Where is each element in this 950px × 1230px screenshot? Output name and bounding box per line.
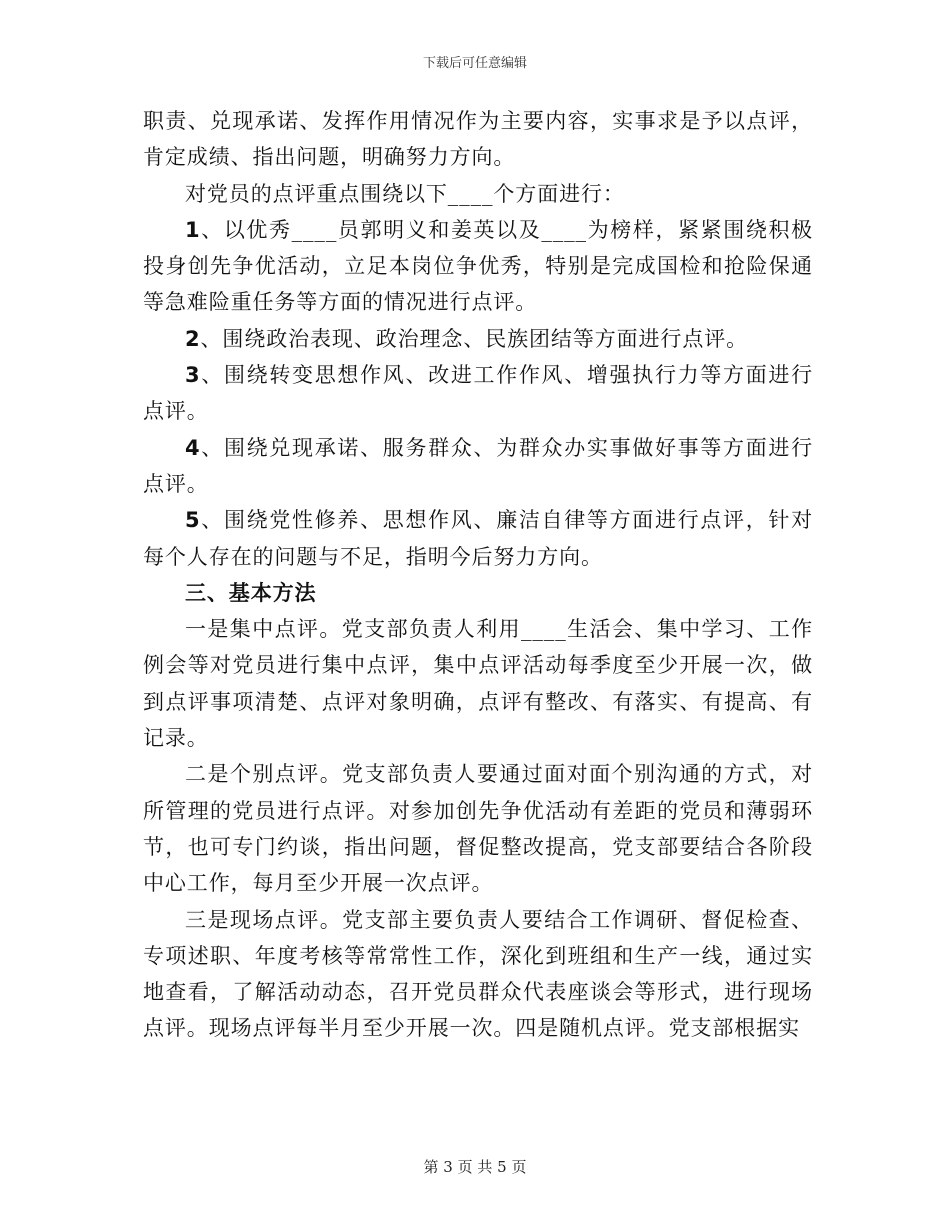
list-item-3 (143, 357, 813, 430)
page-footer: 第 3 页 共 5 页 (423, 1158, 527, 1176)
paragraph-method-individual: 二是个别点评。党支部负责人要通过面对面个别沟通的方式，对所管理的党员进行点评。对参加创先争优活动有差距的党员和薄弱环节，也可专门约谈，指出问题，督促整改提高，党支部要结合各阶段中心工作，每月至少开展一次点评。 (143, 762, 813, 896)
section-heading-basic-methods: 三、基本方法 (185, 579, 317, 605)
list-item-2-text: 、围绕政治表现、政治理念、民族团结等方面进行点评。 (200, 326, 749, 351)
list-item-1 (143, 212, 813, 321)
list-item-4-number: 4 (185, 435, 201, 460)
list-item-2-number: 2 (185, 326, 201, 351)
paragraph-review-aspects: 对党员的点评重点围绕以下____个方面进行： (185, 181, 625, 206)
paragraph-method-centralized: 一是集中点评。党支部负责人利用____生活会、集中学习、工作例会等对党员进行集中点评，集中点评活动每季度至少开展一次，做到点评事项清楚、点评对象明确，点评有整改、有落实、有提高、有记录。 (143, 617, 813, 751)
list-item-3-text: 、围绕转变思想作风、改进工作作风、增强执行力等方面进行点评。 (143, 363, 813, 424)
list-item-3-number: 3 (185, 363, 201, 388)
list-item-1-text: 、以优秀____员郭明义和姜英以及____为榜样，紧紧围绕积极投身创先争优活动，立足本岗位争优秀，特别是完成国检和抢险保通等急难险重任务等方面的情况进行点评。 (143, 217, 813, 315)
list-item-5-text: 、围绕党性修养、思想作风、廉洁自律等方面进行点评，针对每个人存在的问题与不足，指明今后努力方向。 (143, 508, 813, 569)
list-item-4-text: 、围绕兑现承诺、服务群众、为群众办实事做好事等方面进行点评。 (143, 435, 813, 496)
paragraph-duties: 职责、兑现承诺、发挥作用情况作为主要内容，实事求是予以点评，肯定成绩、指出问题，明确努力方向。 (143, 109, 813, 170)
list-item-5-number: 5 (185, 508, 201, 533)
list-item-2 (143, 321, 813, 357)
paragraph-method-onsite: 三是现场点评。党支部主要负责人要结合工作调研、督促检查、专项述职、年度考核等常常性工作，深化到班组和生产一线，通过实地查看，了解活动动态，召开党员群众代表座谈会等形式，进行现场点评。现场点评每半月至少开展一次。四是随机点评。党支部根据实 (143, 907, 813, 1041)
list-item-1-number: 1 (185, 217, 201, 242)
list-item-5 (143, 502, 813, 575)
document-body (143, 103, 813, 1047)
list-item-4 (143, 430, 813, 503)
page-header: 下载后可任意编辑 (422, 56, 527, 71)
